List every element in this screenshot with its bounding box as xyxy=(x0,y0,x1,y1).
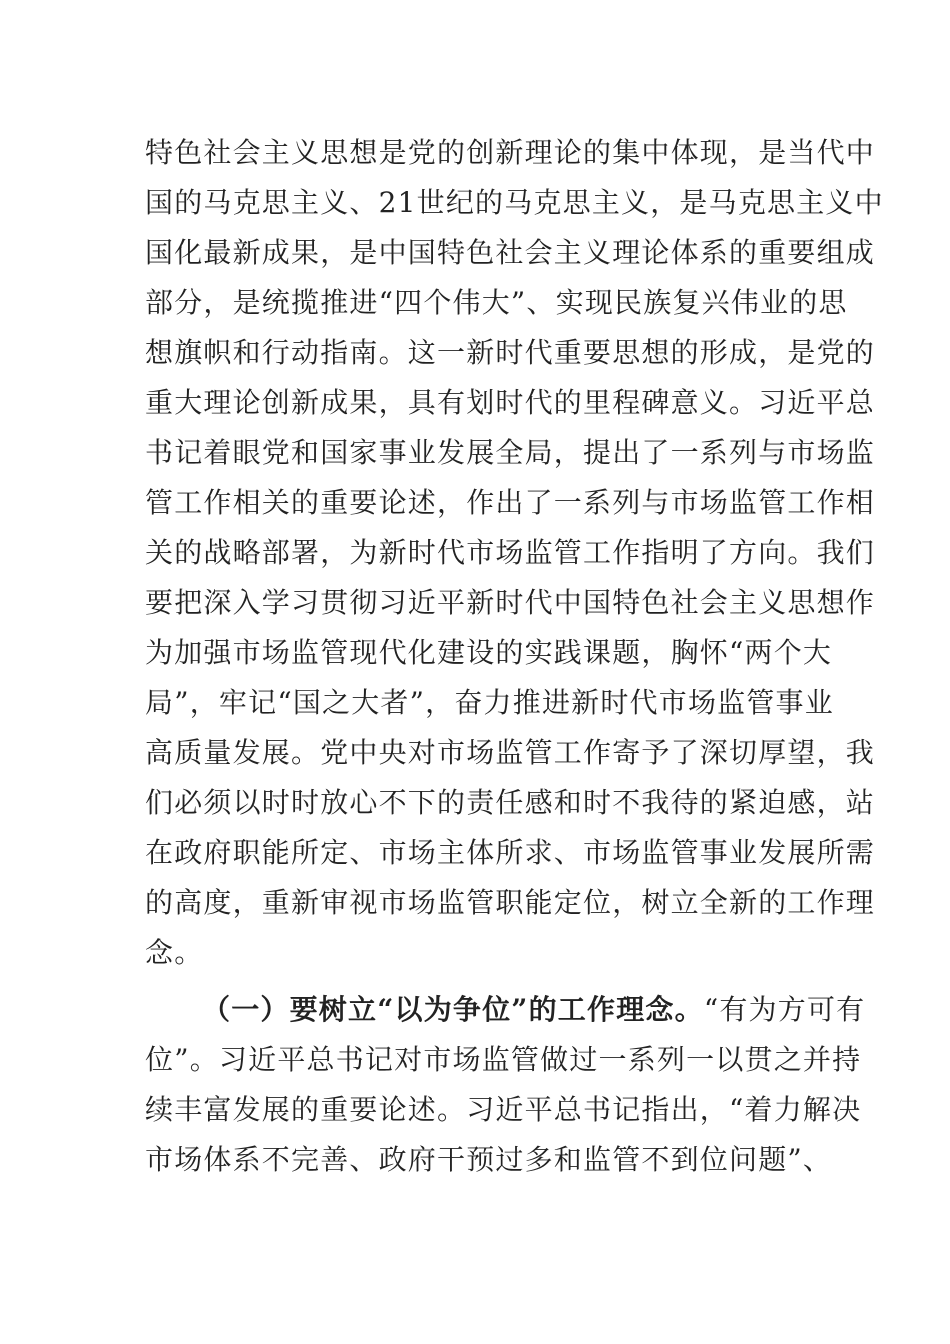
body-text-line: 书记着眼党和国家事业发展全局，提出了一系列与市场监 xyxy=(145,436,876,469)
body-text-line: 为加强市场监管现代化建设的实践课题，胸怀“两个大 xyxy=(145,636,833,669)
body-text-line: 续丰富发展的重要论述。习近平总书记指出，“着力解决 xyxy=(145,1093,862,1126)
body-text-line: 国的马克思主义、21世纪的马克思主义，是马克思主义中 xyxy=(145,186,884,219)
body-text-inline: “有为方可有 xyxy=(703,993,866,1026)
section-heading-line xyxy=(202,992,865,1028)
section-heading: （一）要树立“以为争位”的工作理念。 xyxy=(202,993,704,1026)
body-text-line: 想旗帜和行动指南。这一新时代重要思想的形成，是党的 xyxy=(145,336,876,369)
body-text-line: 们必须以时时放心不下的责任感和时不我待的紧迫感，站 xyxy=(145,786,876,819)
body-text-line: 位”。习近平总书记对市场监管做过一系列一以贯之并持 xyxy=(145,1043,862,1076)
body-text-line: 局”，牢记“国之大者”，奋力推进新时代市场监管事业 xyxy=(145,686,834,719)
body-text-line: 特色社会主义思想是党的创新理论的集中体现，是当代中 xyxy=(145,136,876,169)
body-text-line: 重大理论创新成果，具有划时代的里程碑意义。习近平总 xyxy=(145,386,876,419)
body-text-line: 市场体系不完善、政府干预过多和监管不到位问题”、 xyxy=(145,1143,833,1176)
body-text-line: 管工作相关的重要论述，作出了一系列与市场监管工作相 xyxy=(145,486,876,519)
body-text-line: 要把深入学习贯彻习近平新时代中国特色社会主义思想作 xyxy=(145,586,876,619)
body-text-line: 念。 xyxy=(145,936,204,969)
body-text-line: 部分，是统揽推进“四个伟大”、实现民族复兴伟业的思 xyxy=(145,286,848,319)
body-text-line: 高质量发展。党中央对市场监管工作寄予了深切厚望，我 xyxy=(145,736,876,769)
body-text-line: 国化最新成果，是中国特色社会主义理论体系的重要组成 xyxy=(145,236,876,269)
body-text-line: 的高度，重新审视市场监管职能定位，树立全新的工作理 xyxy=(145,886,876,919)
body-text-line: 在政府职能所定、市场主体所求、市场监管事业发展所需 xyxy=(145,836,876,869)
body-text-line: 关的战略部署，为新时代市场监管工作指明了方向。我们 xyxy=(145,536,876,569)
